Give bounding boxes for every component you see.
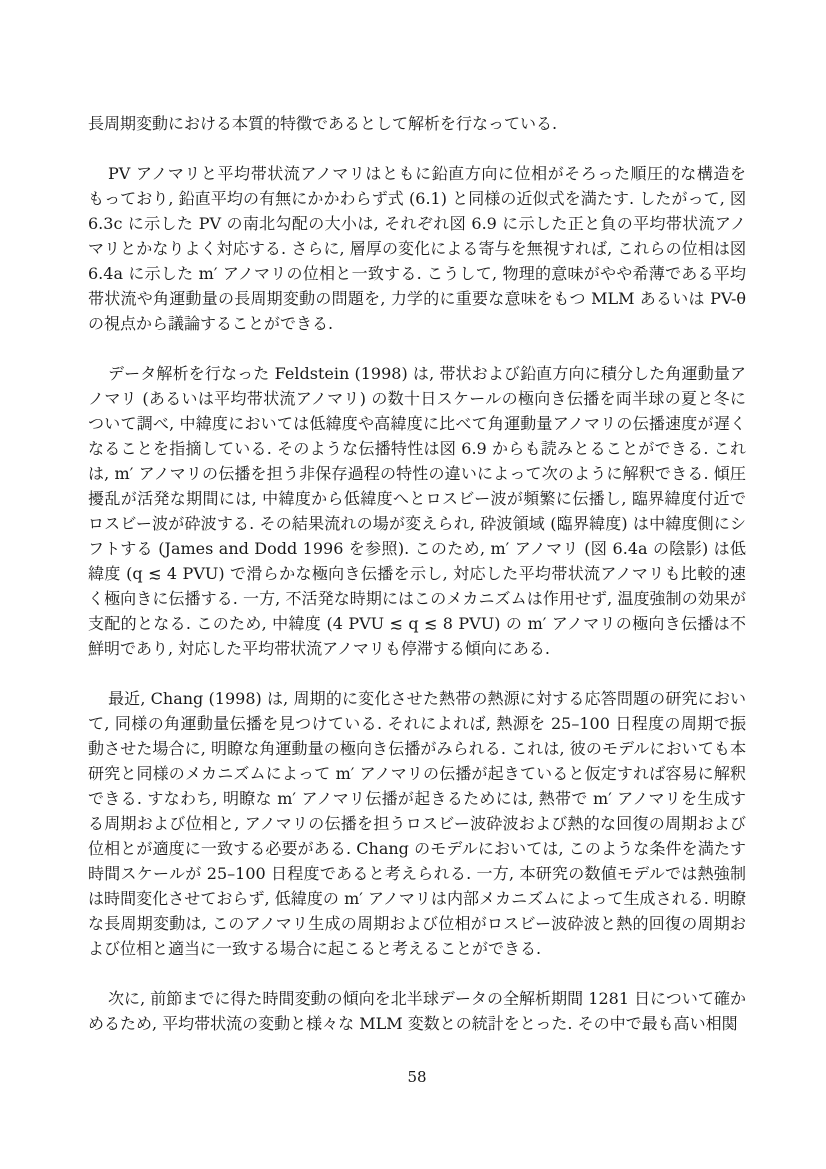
paragraph-chang: 最近, Chang (1998) は, 周期的に変化させた熱帯の熱源に対する応答問題の研究において, 同様の角運動量伝播を見つけている. それによれば, 熱源を 25–100 日程度の周期で振動させた場合に, 明瞭な角運動量の極向き伝播がみられる. これは, 彼のモデルにおいても本研究と同様のメカニズムによって m′ アノマリの伝播が起きていると仮定すれば容易に解釈できる. すなわち, 明瞭な m′ アノマリ伝播が起きるためには, 熱帯で m′ アノマリを生成する周期および位相と, アノマリの伝播を担うロスビー波砕波および熱的な回復の周期および位相とが適度に一致する必要がある. Chang のモデルにおいては, このような条件を満たす時間スケールが 25–100 日程度であると考えられる. 一方, 本研究の数値モデルでは熱強制は時間変化させておらず, 低緯度の m′ アノマリは内部メカニズムによって生成される. 明瞭な長周期変動は, このアノマリ生成の周期および位相がロスビー波砕波と熱的回復の周期および位相と適当に一致する場合に起こると考えることができる. [88, 689, 746, 958]
paragraph-next-section: 次に, 前節までに得た時間変動の傾向を北半球データの全解析期間 1281 日について確かめるため, 平均帯状流の変動と様々な MLM 変数との統計をとった. その中で最も高い相関 [88, 989, 746, 1033]
document-body [88, 111, 746, 1061]
paragraph-continuation: 長周期変動における本質的特徴であるとして解析を行なっている. [88, 114, 558, 133]
paragraph-pv-anomaly: PV アノマリと平均帯状流アノマリはともに鉛直方向に位相がそろった順圧的な構造をもっており, 鉛直平均の有無にかかわらず式 (6.1) と同様の近似式を満たす. したがって, 図 6.3c に示した PV の南北勾配の大小は, それぞれ図 6.9 に示した正と負の平均帯状流アノマリとかなりよく対応する. さらに, 層厚の変化による寄与を無視すれば, これらの位相は図 6.4a に示した m′ アノマリの位相と一致する. こうして, 物理的意味がやや希薄である平均帯状流や角運動量の長周期変動の問題を, 力学的に重要な意味をもつ MLM あるいは PV-θ の視点から議論することができる. [88, 164, 746, 333]
page-number: 58 [407, 1068, 427, 1086]
paragraph-feldstein: データ解析を行なった Feldstein (1998) は, 帯状および鉛直方向に積分した角運動量アノマリ (あるいは平均帯状流アノマリ) の数十日スケールの極向き伝播を両半球の夏と冬について調べ, 中緯度においては低緯度や高緯度に比べて角運動量アノマリの伝播速度が遅くなることを指摘している. そのような伝播特性は図 6.9 からも読みとることができる. これは, m′ アノマリの伝播を担う非保存過程の特性の違いによって次のように解釈できる. 傾圧擾乱が活発な期間には, 中緯度から低緯度へとロスビー波が頻繁に伝播し, 臨界緯度付近でロスビー波が砕波する. その結果流れの場が変えられ, 砕波領域 (臨界緯度) は中緯度側にシフトする (James and Dodd 1996 を参照). このため, m′ アノマリ (図 6.4a の陰影) は低緯度 (q ≲ 4 PVU) で滑らかな極向き伝播を示し, 対応した平均帯状流アノマリも比較的速く極向きに伝播する. 一方, 不活発な時期にはこのメカニズムは作用せず, 温度強制の効果が支配的となる. このため, 中緯度 (4 PVU ≲ q ≲ 8 PVU) の m′ アノマリの極向き伝播は不鮮明であり, 対応した平均帯状流アノマリも停滞する傾向にある. [88, 364, 746, 658]
page-footer [88, 1068, 746, 1086]
